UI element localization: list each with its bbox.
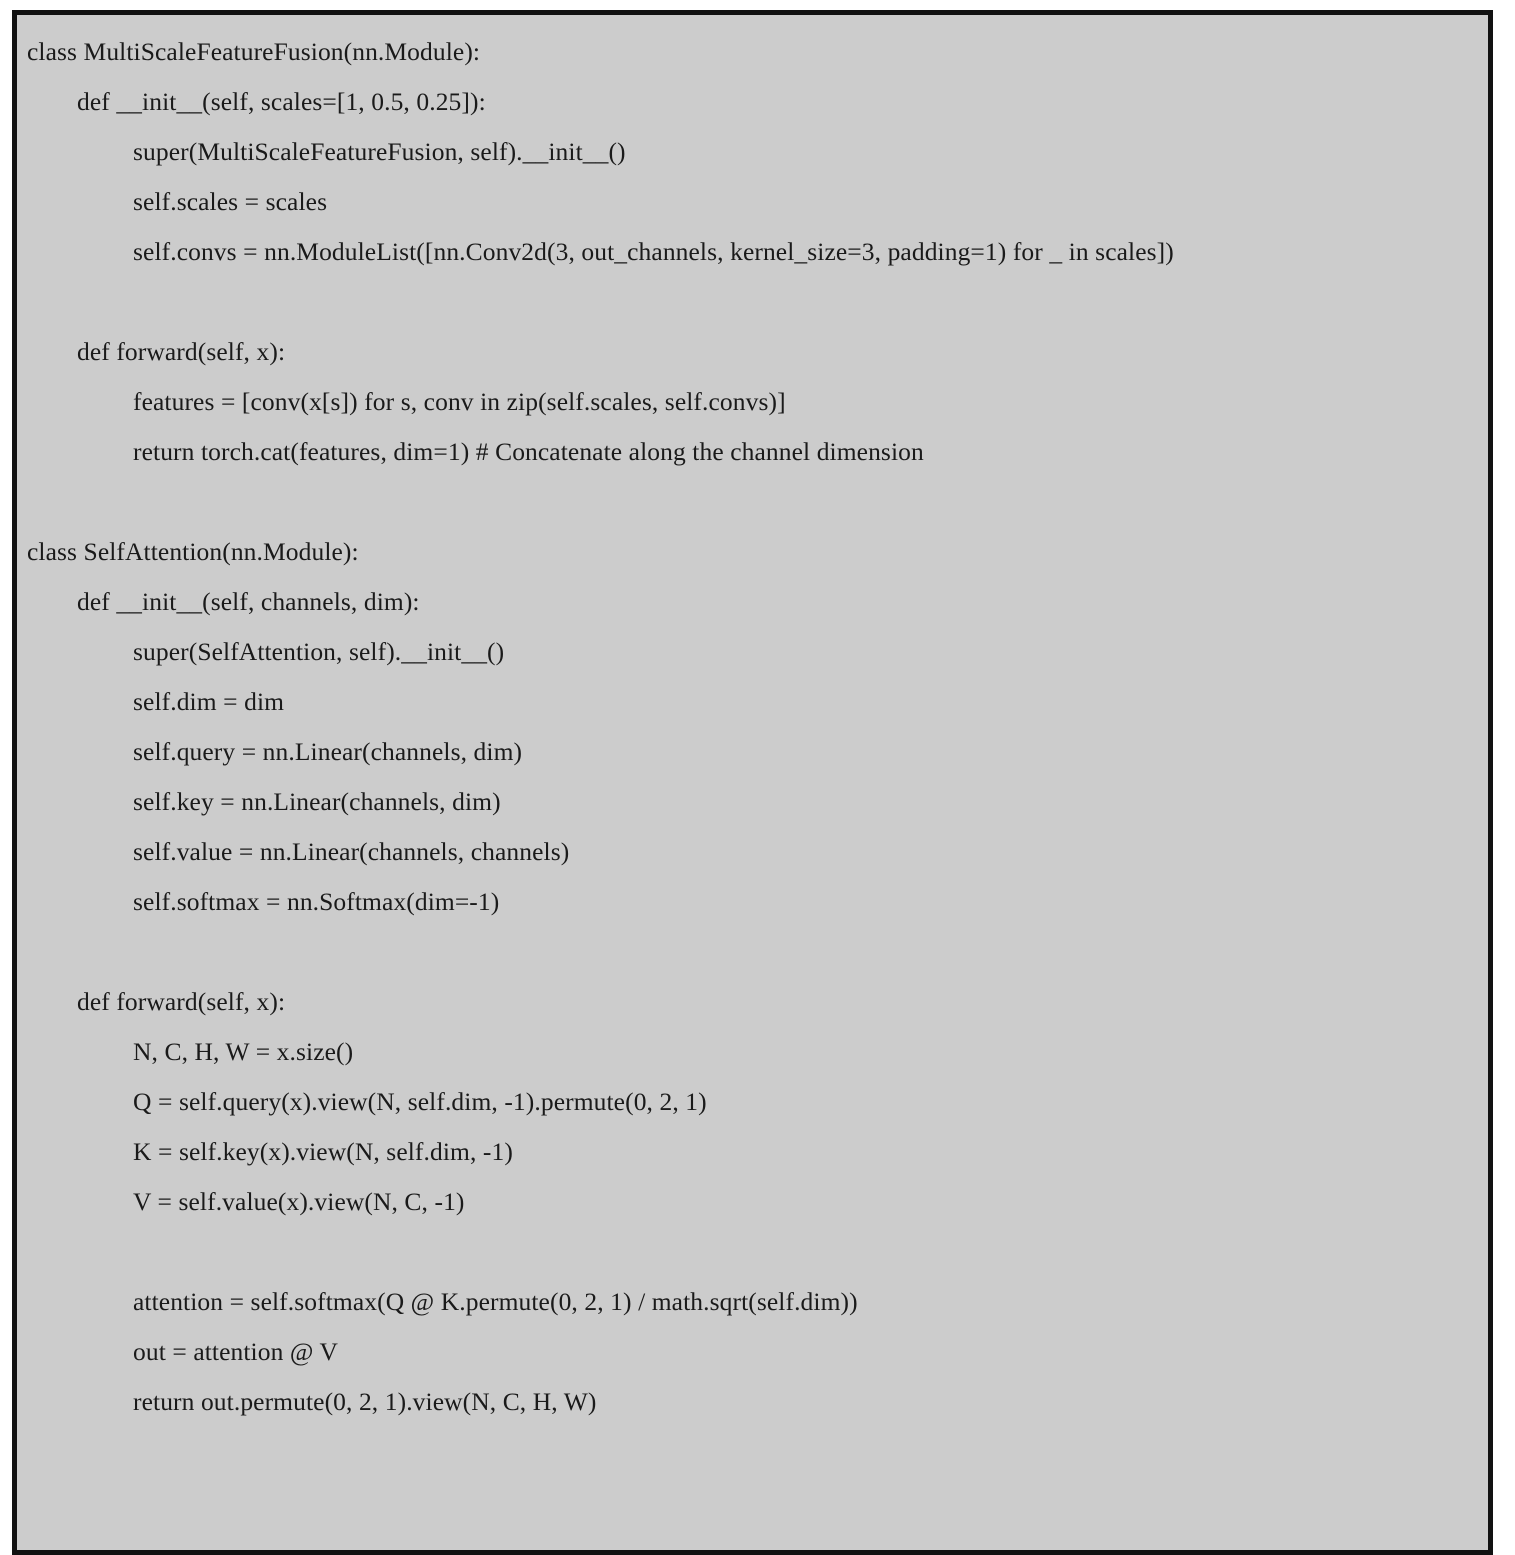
code-line: N, C, H, W = x.size() (133, 1037, 354, 1066)
code-line: def __init__(self, scales=[1, 0.5, 0.25]): (77, 87, 486, 116)
code-line: class MultiScaleFeatureFusion(nn.Module): (27, 37, 481, 66)
code-blank-line (17, 927, 1488, 977)
code-line: class SelfAttention(nn.Module): (27, 537, 359, 566)
code-line: return torch.cat(features, dim=1) # Concatenate along the channel dimension (133, 437, 924, 466)
code-line: self.convs = nn.ModuleList([nn.Conv2d(3, out_channels, kernel_size=3, padding=1) for _ in scales]) (133, 237, 1174, 266)
code-line: self.scales = scales (133, 187, 328, 216)
code-line: out = attention @ V (133, 1337, 339, 1366)
code-line: def forward(self, x): (77, 987, 286, 1016)
code-line: def forward(self, x): (77, 337, 286, 366)
code-blank-line (17, 277, 1488, 327)
code-line: self.softmax = nn.Softmax(dim=-1) (133, 887, 500, 916)
code-line: super(SelfAttention, self).__init__() (133, 637, 505, 666)
code-line: self.value = nn.Linear(channels, channels) (133, 837, 570, 866)
code-blank-line (17, 1227, 1488, 1277)
code-blank-line (17, 477, 1488, 527)
code-listing-box (12, 10, 1493, 1555)
code-line: V = self.value(x).view(N, C, -1) (133, 1187, 465, 1216)
code-line: return out.permute(0, 2, 1).view(N, C, H, W) (133, 1387, 597, 1416)
code-line: attention = self.softmax(Q @ K.permute(0, 2, 1) / math.sqrt(self.dim)) (133, 1287, 858, 1316)
code-listing (17, 15, 1488, 1427)
code-line: Q = self.query(x).view(N, self.dim, -1).permute(0, 2, 1) (133, 1087, 707, 1116)
code-line: super(MultiScaleFeatureFusion, self).__init__() (133, 137, 626, 166)
code-line: self.query = nn.Linear(channels, dim) (133, 737, 523, 766)
code-line: K = self.key(x).view(N, self.dim, -1) (133, 1137, 513, 1166)
code-line: self.key = nn.Linear(channels, dim) (133, 787, 501, 816)
code-line: def __init__(self, channels, dim): (77, 587, 420, 616)
code-line: features = [conv(x[s]) for s, conv in zip(self.scales, self.convs)] (133, 387, 786, 416)
code-line: self.dim = dim (133, 687, 285, 716)
